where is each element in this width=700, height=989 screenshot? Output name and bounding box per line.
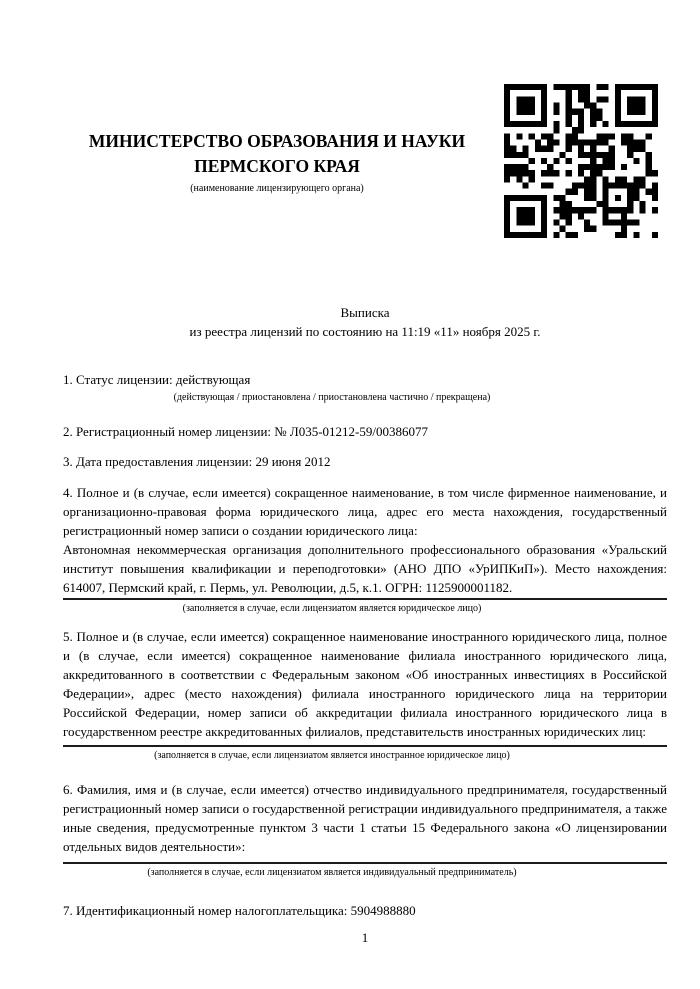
individual-entrepreneur-note: (заполняется в случае, если лицензиатом является индивидуальный предприниматель) xyxy=(147,867,517,878)
authority-name-caption: (наименование лицензирующего органа) xyxy=(190,183,364,194)
fill-in-line xyxy=(63,598,667,600)
qr-code-icon xyxy=(504,84,658,238)
registration-number-text: 2. Регистрационный номер лицензии: № Л035-01212-59/00386077 xyxy=(63,424,429,439)
foreign-entity-note: (заполняется в случае, если лицензиатом является иностранное юридическое лицо) xyxy=(154,750,510,761)
item-license-status xyxy=(63,370,667,404)
item-individual-entrepreneur xyxy=(63,780,667,879)
item-foreign-entity xyxy=(63,627,667,762)
authority-name-line2: ПЕРМСКОГО КРАЯ xyxy=(194,156,360,176)
document-title-line1: Выписка xyxy=(340,305,390,320)
fill-in-line xyxy=(63,745,667,747)
legal-entity-value: Автономная некоммерческая организация дополнительного профессионального образования «Уральский институт повышения квалификации и переподготовки» (АНО ДПО «УрИПКиП»). Место нахождения: 614007, Пермский край, г. Пермь, ул. Революции, д.5, к.1. ОГРН: 1125900001182. xyxy=(63,542,667,595)
item-registration-number xyxy=(63,422,667,441)
legal-entity-note: (заполняется в случае, если лицензиатом является юридическое лицо) xyxy=(182,603,482,614)
license-status-note: (действующая / приостановлена / приостановлена частично / прекращена) xyxy=(173,392,491,403)
page-number: 1 xyxy=(361,930,369,945)
document-title xyxy=(63,303,667,341)
licensing-authority-name xyxy=(63,129,491,179)
document-body xyxy=(63,370,667,920)
item-legal-entity xyxy=(63,483,667,615)
legal-entity-label: 4. Полное и (в случае, если имеется) сокращенное наименование, в том числе фирменное наименование, и организационно-правовая форма юридического лица, адрес его места нахождения, государственный регистрационный номер записи о создании юридического лица: xyxy=(63,485,667,538)
individual-entrepreneur-label: 6. Фамилия, имя и (в случае, если имеется) отчество индивидуального предпринимателя, государственный регистрационный номер записи о государственной регистрации индивидуального предпринимателя, а также иные сведения, предусмотренные пунктом 3 части 1 статьи 15 Федерального закона «О лицензировании отдельных видов деятельности»: xyxy=(63,782,667,854)
licensing-authority-header xyxy=(63,129,491,195)
grant-date-text: 3. Дата предоставления лицензии: 29 июня 2012 xyxy=(63,454,331,469)
license-status-text: 1. Статус лицензии: действующая xyxy=(63,372,251,387)
authority-name-line1: МИНИСТЕРСТВО ОБРАЗОВАНИЯ И НАУКИ xyxy=(88,131,466,151)
item-grant-date xyxy=(63,452,667,471)
foreign-entity-label: 5. Полное и (в случае, если имеется) сокращенное наименование иностранного юридического лица, полное и (в случае, если имеется) сокращенное наименование филиала иностранного юридического лица, аккредитованного в соответствии с Федеральным законом «Об иностранных инвестициях в Российской Федерации», адрес (место нахождения) филиала иностранного юридического лица на территории Российской Федерации, номер записи об аккредитации филиала иностранного юридического лица в государственном реестре аккредитованных филиалов, представительств иностранных юридических лиц: xyxy=(63,629,667,739)
fill-in-line xyxy=(63,862,667,864)
taxpayer-number-text: 7. Идентификационный номер налогоплательщика: 5904988880 xyxy=(63,903,416,918)
document-title-line2: из реестра лицензий по состоянию на 11:19 «11» ноября 2025 г. xyxy=(189,324,541,339)
item-taxpayer-number xyxy=(63,901,667,920)
